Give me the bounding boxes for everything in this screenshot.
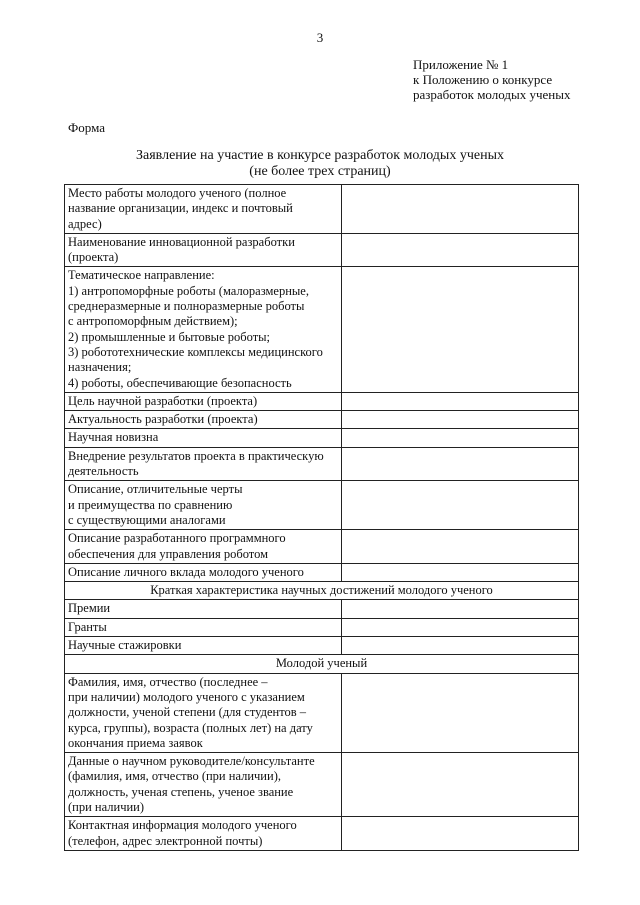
field-value-cell[interactable] — [342, 618, 579, 636]
field-label-line: при наличии) молодого ученого с указанием — [68, 689, 305, 704]
field-value-cell[interactable] — [342, 563, 579, 581]
application-form-table — [64, 184, 579, 851]
field-label-cell — [65, 392, 342, 410]
field-label-line: Научная новизна — [68, 430, 159, 445]
field-value-cell[interactable] — [342, 447, 579, 481]
field-label-line: Премии — [68, 601, 111, 616]
field-label-line: Описание разработанного программного — [68, 531, 286, 546]
field-label-line: с антропоморфным действием); — [68, 314, 238, 329]
table-row — [65, 447, 579, 481]
field-label-line: Данные о научном руководителе/консультанте — [68, 754, 315, 769]
section-header: Молодой ученый — [65, 655, 579, 673]
field-label-line: среднеразмерные и полноразмерные роботы — [68, 299, 305, 314]
field-label-cell — [65, 563, 342, 581]
field-label-line: Научные стажировки — [68, 638, 182, 653]
field-value-cell[interactable] — [342, 817, 579, 851]
field-label-line: деятельность — [68, 464, 139, 479]
section-header-row — [65, 655, 579, 673]
field-value-cell[interactable] — [342, 267, 579, 392]
field-label-line: Актуальность разработки (проекта) — [68, 412, 258, 427]
field-label-cell — [65, 817, 342, 851]
field-label-cell — [65, 600, 342, 618]
table-row — [65, 530, 579, 564]
field-label-line: курса, группы), возраста (полных лет) на дату — [68, 720, 313, 735]
field-label-cell — [65, 267, 342, 392]
field-label-line: Описание, отличительные черты — [68, 482, 243, 497]
appendix-line: к Положению о конкурсе — [413, 72, 553, 87]
field-value-cell[interactable] — [342, 185, 579, 234]
appendix-header — [413, 57, 570, 102]
field-label-line: должность, ученая степень, ученое звание — [68, 784, 294, 799]
field-label-line: назначения; — [68, 360, 132, 375]
field-label-line: (проекта) — [68, 250, 119, 265]
field-label-cell — [65, 233, 342, 267]
field-label-cell — [65, 618, 342, 636]
field-label-line: должности, ученой степени (для студентов – — [68, 705, 307, 720]
field-label-line: Тематическое направление: — [68, 268, 215, 283]
field-label-line: Фамилия, имя, отчество (последнее – — [68, 674, 268, 689]
field-label-line: адрес) — [68, 216, 102, 231]
field-label-line: с существующими аналогами — [68, 512, 226, 527]
field-value-cell[interactable] — [342, 637, 579, 655]
field-label-line: окончания приема заявок — [68, 735, 203, 750]
table-row — [65, 185, 579, 234]
table-row — [65, 817, 579, 851]
field-label-line: Цель научной разработки (проекта) — [68, 393, 258, 408]
page-number: 3 — [316, 30, 324, 45]
field-label-cell — [65, 530, 342, 564]
title-line: Заявление на участие в конкурсе разработок молодых ученых — [136, 148, 504, 163]
appendix-line: разработок молодых ученых — [413, 87, 571, 102]
field-label-line: 3) робототехнические комплексы медицинского — [68, 344, 323, 359]
field-label-cell — [65, 753, 342, 817]
title-line: (не более трех страниц) — [249, 164, 391, 179]
field-label-line: и преимущества по сравнению — [68, 497, 233, 512]
form-label: Форма — [68, 120, 105, 135]
section-header-row — [65, 582, 579, 600]
field-label-line: 2) промышленные и бытовые роботы; — [68, 329, 271, 344]
table-row — [65, 753, 579, 817]
field-label-cell — [65, 637, 342, 655]
field-label-line: 4) роботы, обеспечивающие безопасность — [68, 375, 292, 390]
table-row — [65, 429, 579, 447]
field-value-cell[interactable] — [342, 392, 579, 410]
table-row — [65, 618, 579, 636]
field-label-line: обеспечения для управления роботом — [68, 546, 269, 561]
field-value-cell[interactable] — [342, 411, 579, 429]
table-row — [65, 411, 579, 429]
field-value-cell[interactable] — [342, 429, 579, 447]
field-value-cell[interactable] — [342, 673, 579, 752]
field-label-line: Внедрение результатов проекта в практическую — [68, 448, 324, 463]
field-label-cell — [65, 411, 342, 429]
appendix-line: Приложение № 1 — [413, 57, 509, 72]
field-label-cell — [65, 481, 342, 530]
field-label-line: Контактная информация молодого ученого — [68, 818, 297, 833]
table-row — [65, 267, 579, 392]
field-label-line: Гранты — [68, 619, 107, 634]
field-label-line: Наименование инновационной разработки — [68, 234, 295, 249]
field-label-line: Описание личного вклада молодого ученого — [68, 564, 304, 579]
table-row — [65, 673, 579, 752]
field-label-line: (телефон, адрес электронной почты) — [68, 833, 263, 848]
field-value-cell[interactable] — [342, 530, 579, 564]
table-row — [65, 392, 579, 410]
table-row — [65, 637, 579, 655]
table-row — [65, 481, 579, 530]
field-value-cell[interactable] — [342, 600, 579, 618]
field-label-line: название организации, индекс и почтовый — [68, 201, 293, 216]
table-row — [65, 600, 579, 618]
field-label-line: (фамилия, имя, отчество (при наличии), — [68, 769, 281, 784]
field-label-line: 1) антропоморфные роботы (малоразмерные, — [68, 283, 309, 298]
field-label-line: (при наличии) — [68, 799, 145, 814]
field-label-cell — [65, 673, 342, 752]
section-header: Краткая характеристика научных достижений молодого ученого — [65, 582, 579, 600]
field-value-cell[interactable] — [342, 753, 579, 817]
document-title — [0, 148, 640, 180]
table-row — [65, 563, 579, 581]
field-label-cell — [65, 447, 342, 481]
field-value-cell[interactable] — [342, 481, 579, 530]
field-label-cell — [65, 429, 342, 447]
field-value-cell[interactable] — [342, 233, 579, 267]
table-row — [65, 233, 579, 267]
field-label-line: Место работы молодого ученого (полное — [68, 186, 287, 200]
field-label-cell — [65, 185, 342, 234]
